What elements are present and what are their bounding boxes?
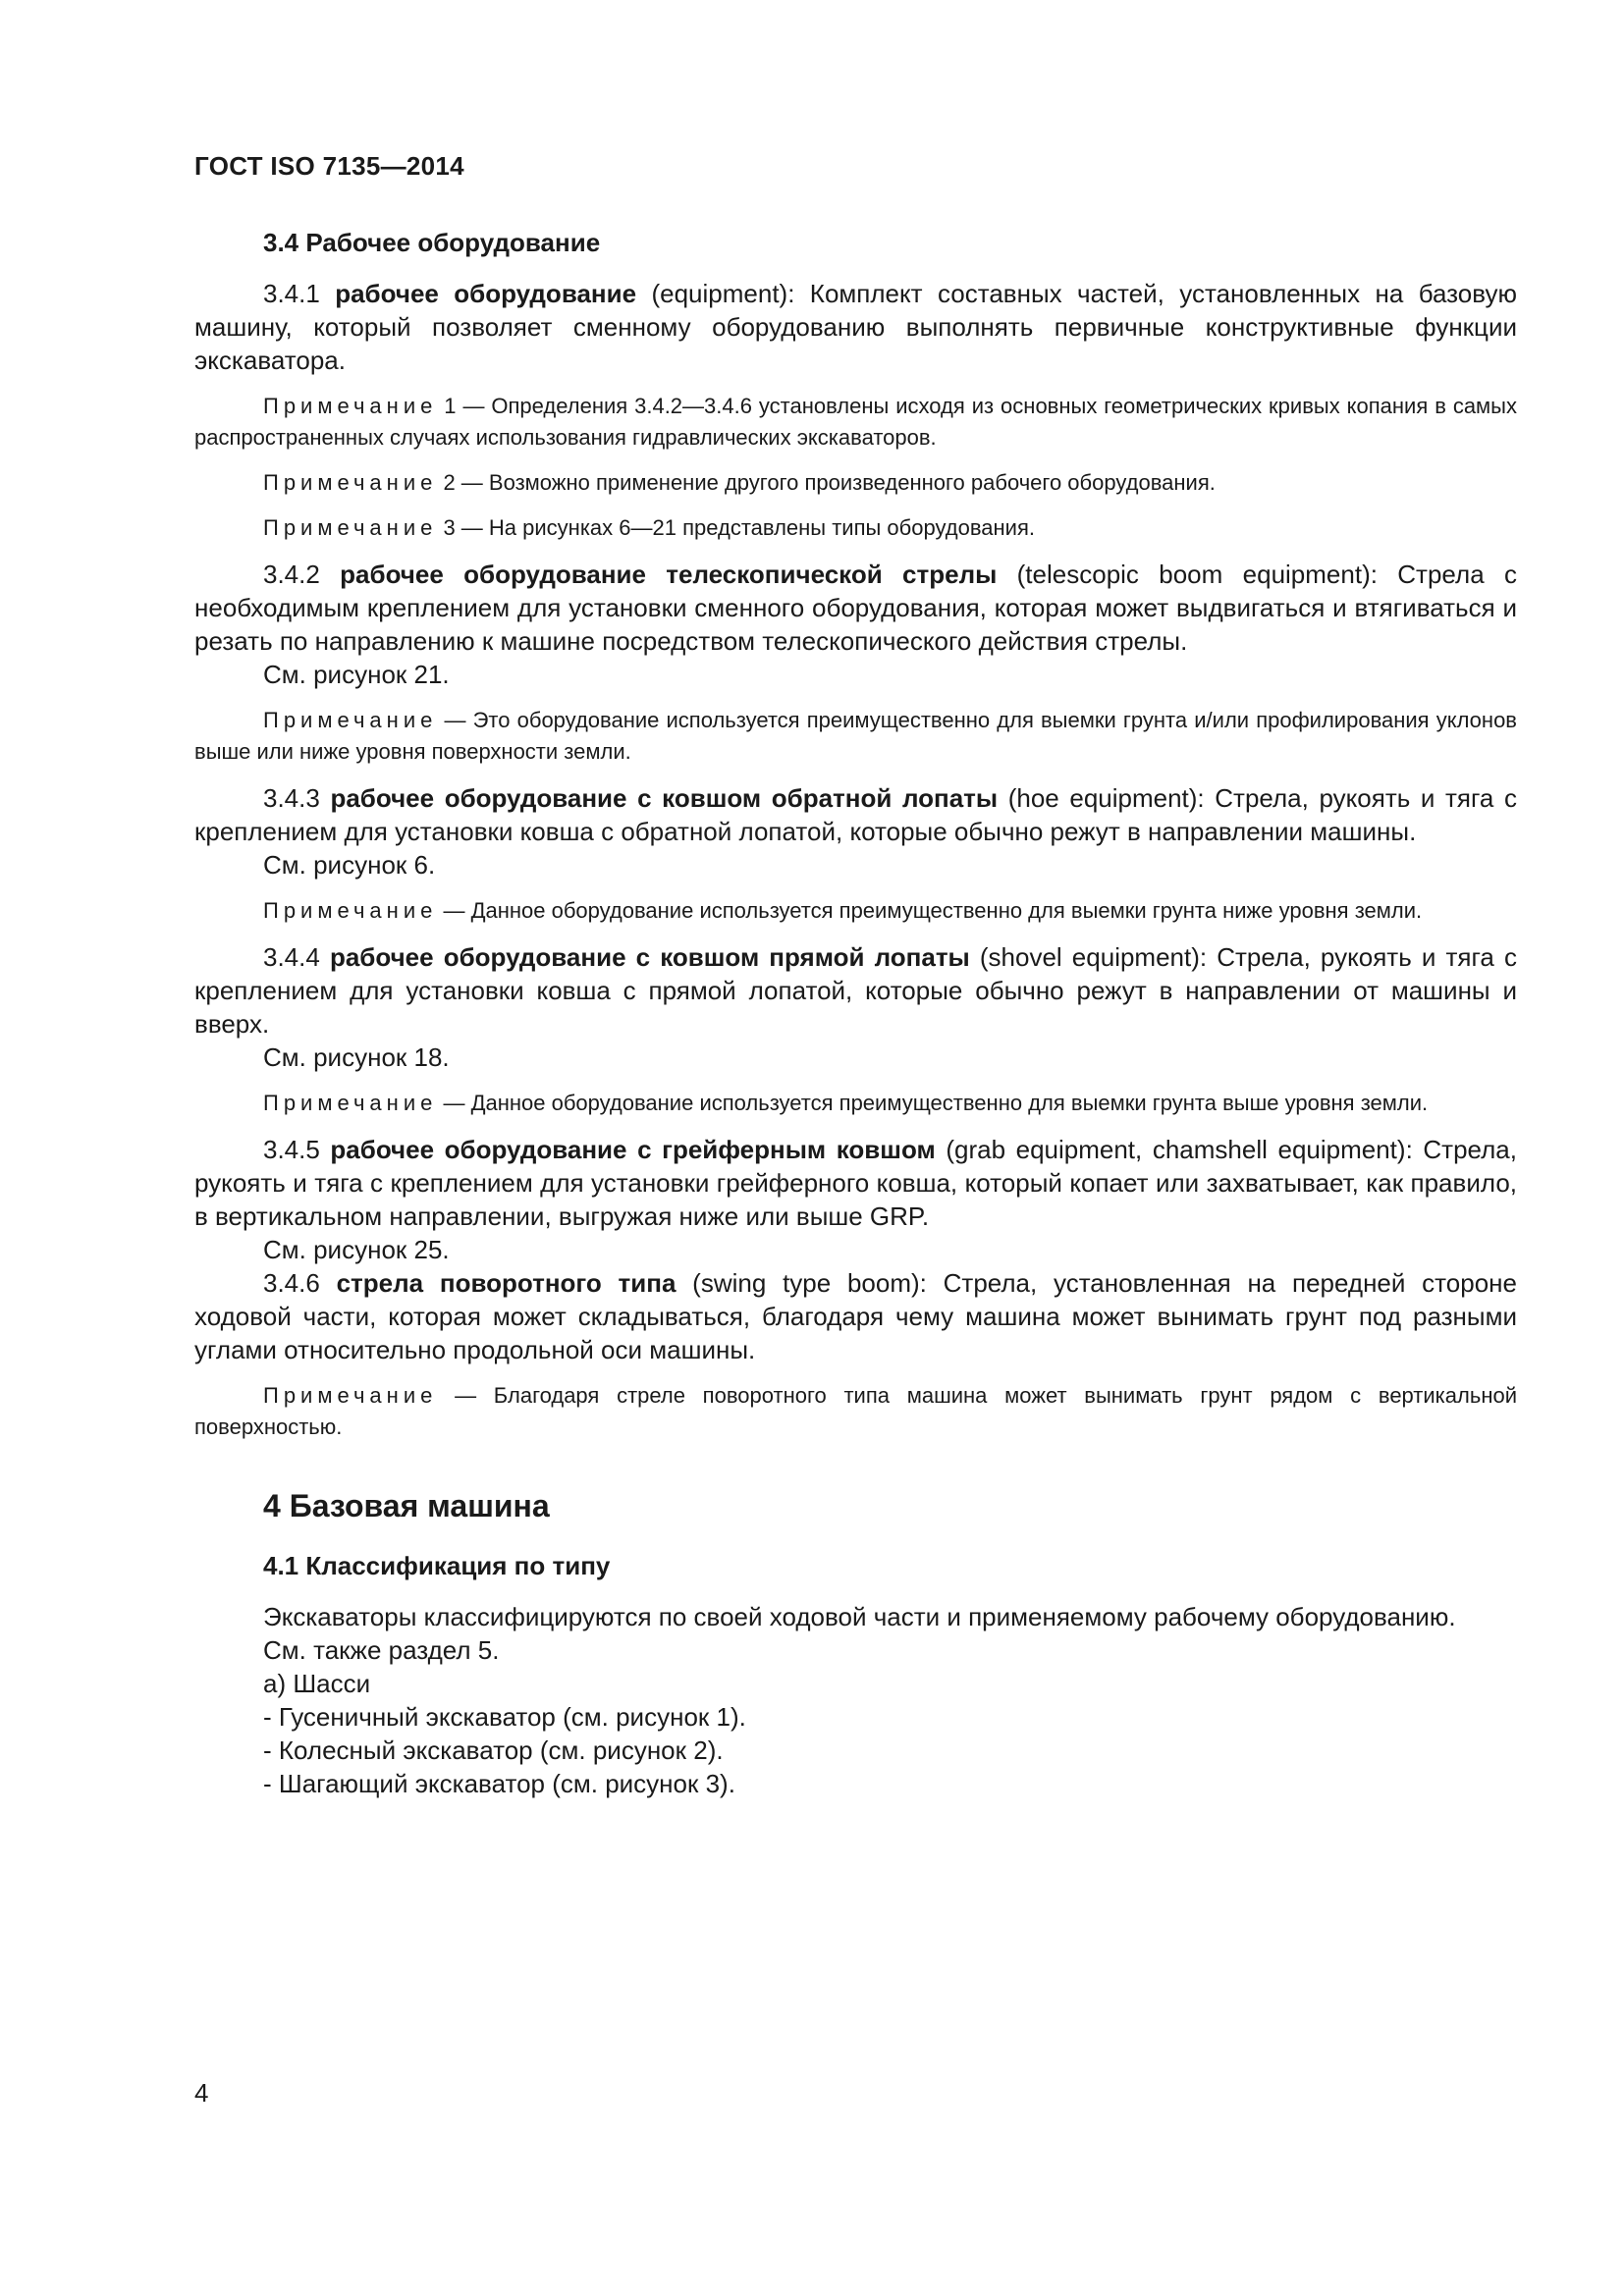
term: рабочее оборудование с ковшом обратной лопаты	[330, 783, 999, 813]
term: стрела поворотного типа	[336, 1268, 677, 1298]
definition-3-4-2: 3.4.2 рабочее оборудование телескопической стрелы (telescopic boom equipment): Стрела с необходимым креплением для установки сменного оборудования, которая может выдвигаться и втягиваться и резать по направлению к машине посредством телескопического действия стрелы.	[194, 560, 1517, 656]
note: Примечание 3 — На рисунках 6—21 представлены типы оборудования.	[263, 515, 1035, 540]
note: Примечание — Данное оборудование используется преимущественно для выемки грунта выше уровня земли.	[263, 1091, 1429, 1115]
definition-3-4-1: 3.4.1 рабочее оборудование (equipment): Комплект составных частей, установленных на базовую машину, который позволяет сменному оборудованию выполнять первичные конструктивные функции экскаватора.	[194, 279, 1517, 375]
list-item: - Гусеничный экскаватор (см. рисунок 1).	[263, 1702, 746, 1732]
list-item: - Колесный экскаватор (см. рисунок 2).	[263, 1735, 724, 1765]
note: Примечание — Это оборудование используется преимущественно для выемки грунта и/или профилирования уклонов выше или ниже уровня поверхности земли.	[194, 708, 1517, 764]
definition-3-4-3: 3.4.3 рабочее оборудование с ковшом обратной лопаты (hoe equipment): Стрела, рукоять и тяга с креплением для установки ковша с обратной лопатой, которые обычно режут в направлении машины.	[194, 783, 1517, 846]
note: Примечание 2 — Возможно применение другого произведенного рабочего оборудования.	[263, 470, 1216, 495]
document-code: ГОСТ ISO 7135—2014	[194, 151, 464, 181]
section-3-4-title: 3.4 Рабочее оборудование	[263, 228, 601, 257]
figure-reference: См. рисунок 21.	[263, 660, 450, 689]
figure-reference: См. рисунок 25.	[263, 1235, 450, 1264]
page-content	[194, 226, 1517, 1800]
section-4-title: 4 Базовая машина	[263, 1488, 550, 1523]
term: рабочее оборудование с ковшом прямой лопаты	[329, 942, 970, 972]
figure-reference: См. рисунок 18.	[263, 1042, 450, 1072]
definition-3-4-5: 3.4.5 рабочее оборудование с грейферным ковшом (grab equipment, chamshell equipment): Стрела, рукоять и тяга с креплением для установки грейферного ковша, который копает или захватывает, как правило, в вертикальном направлении, выгружая ниже или выше GRP.	[194, 1135, 1517, 1231]
term: рабочее оборудование телескопической стрелы	[340, 560, 998, 589]
list-title: а) Шасси	[263, 1669, 371, 1698]
section-4-1-title: 4.1 Классификация по типу	[263, 1551, 611, 1580]
paragraph: Экскаваторы классифицируются по своей ходовой части и применяемому рабочему оборудованию.	[263, 1602, 1456, 1631]
page-number: 4	[194, 2078, 209, 2108]
definition-3-4-4: 3.4.4 рабочее оборудование с ковшом прямой лопаты (shovel equipment): Стрела, рукоять и тяга с креплением для установки ковша с прямой лопатой, которые обычно режут в направлении от машины и вверх.	[194, 942, 1517, 1039]
definition-3-4-6: 3.4.6 стрела поворотного типа (swing type boom): Стрела, установленная на передней стороне ходовой части, которая может складываться, благодаря чему машина может вынимать грунт под разными углами относительно продольной оси машины.	[194, 1268, 1517, 1364]
note: Примечание 1 — Определения 3.4.2—3.4.6 установлены исходя из основных геометрических кривых копания в самых распространенных случаях использования гидравлических экскаваторов.	[194, 394, 1517, 450]
term: рабочее оборудование с грейферным ковшом	[330, 1135, 936, 1164]
note: Примечание — Благодаря стреле поворотного типа машина может вынимать грунт рядом с вертикальной поверхностью.	[194, 1383, 1517, 1439]
term: рабочее оборудование	[335, 279, 637, 308]
note: Примечание — Данное оборудование используется преимущественно для выемки грунта ниже уровня земли.	[263, 898, 1423, 923]
figure-reference: См. рисунок 6.	[263, 850, 436, 880]
see-also: См. также раздел 5.	[263, 1635, 500, 1665]
list-item: - Шагающий экскаватор (см. рисунок 3).	[263, 1769, 735, 1798]
